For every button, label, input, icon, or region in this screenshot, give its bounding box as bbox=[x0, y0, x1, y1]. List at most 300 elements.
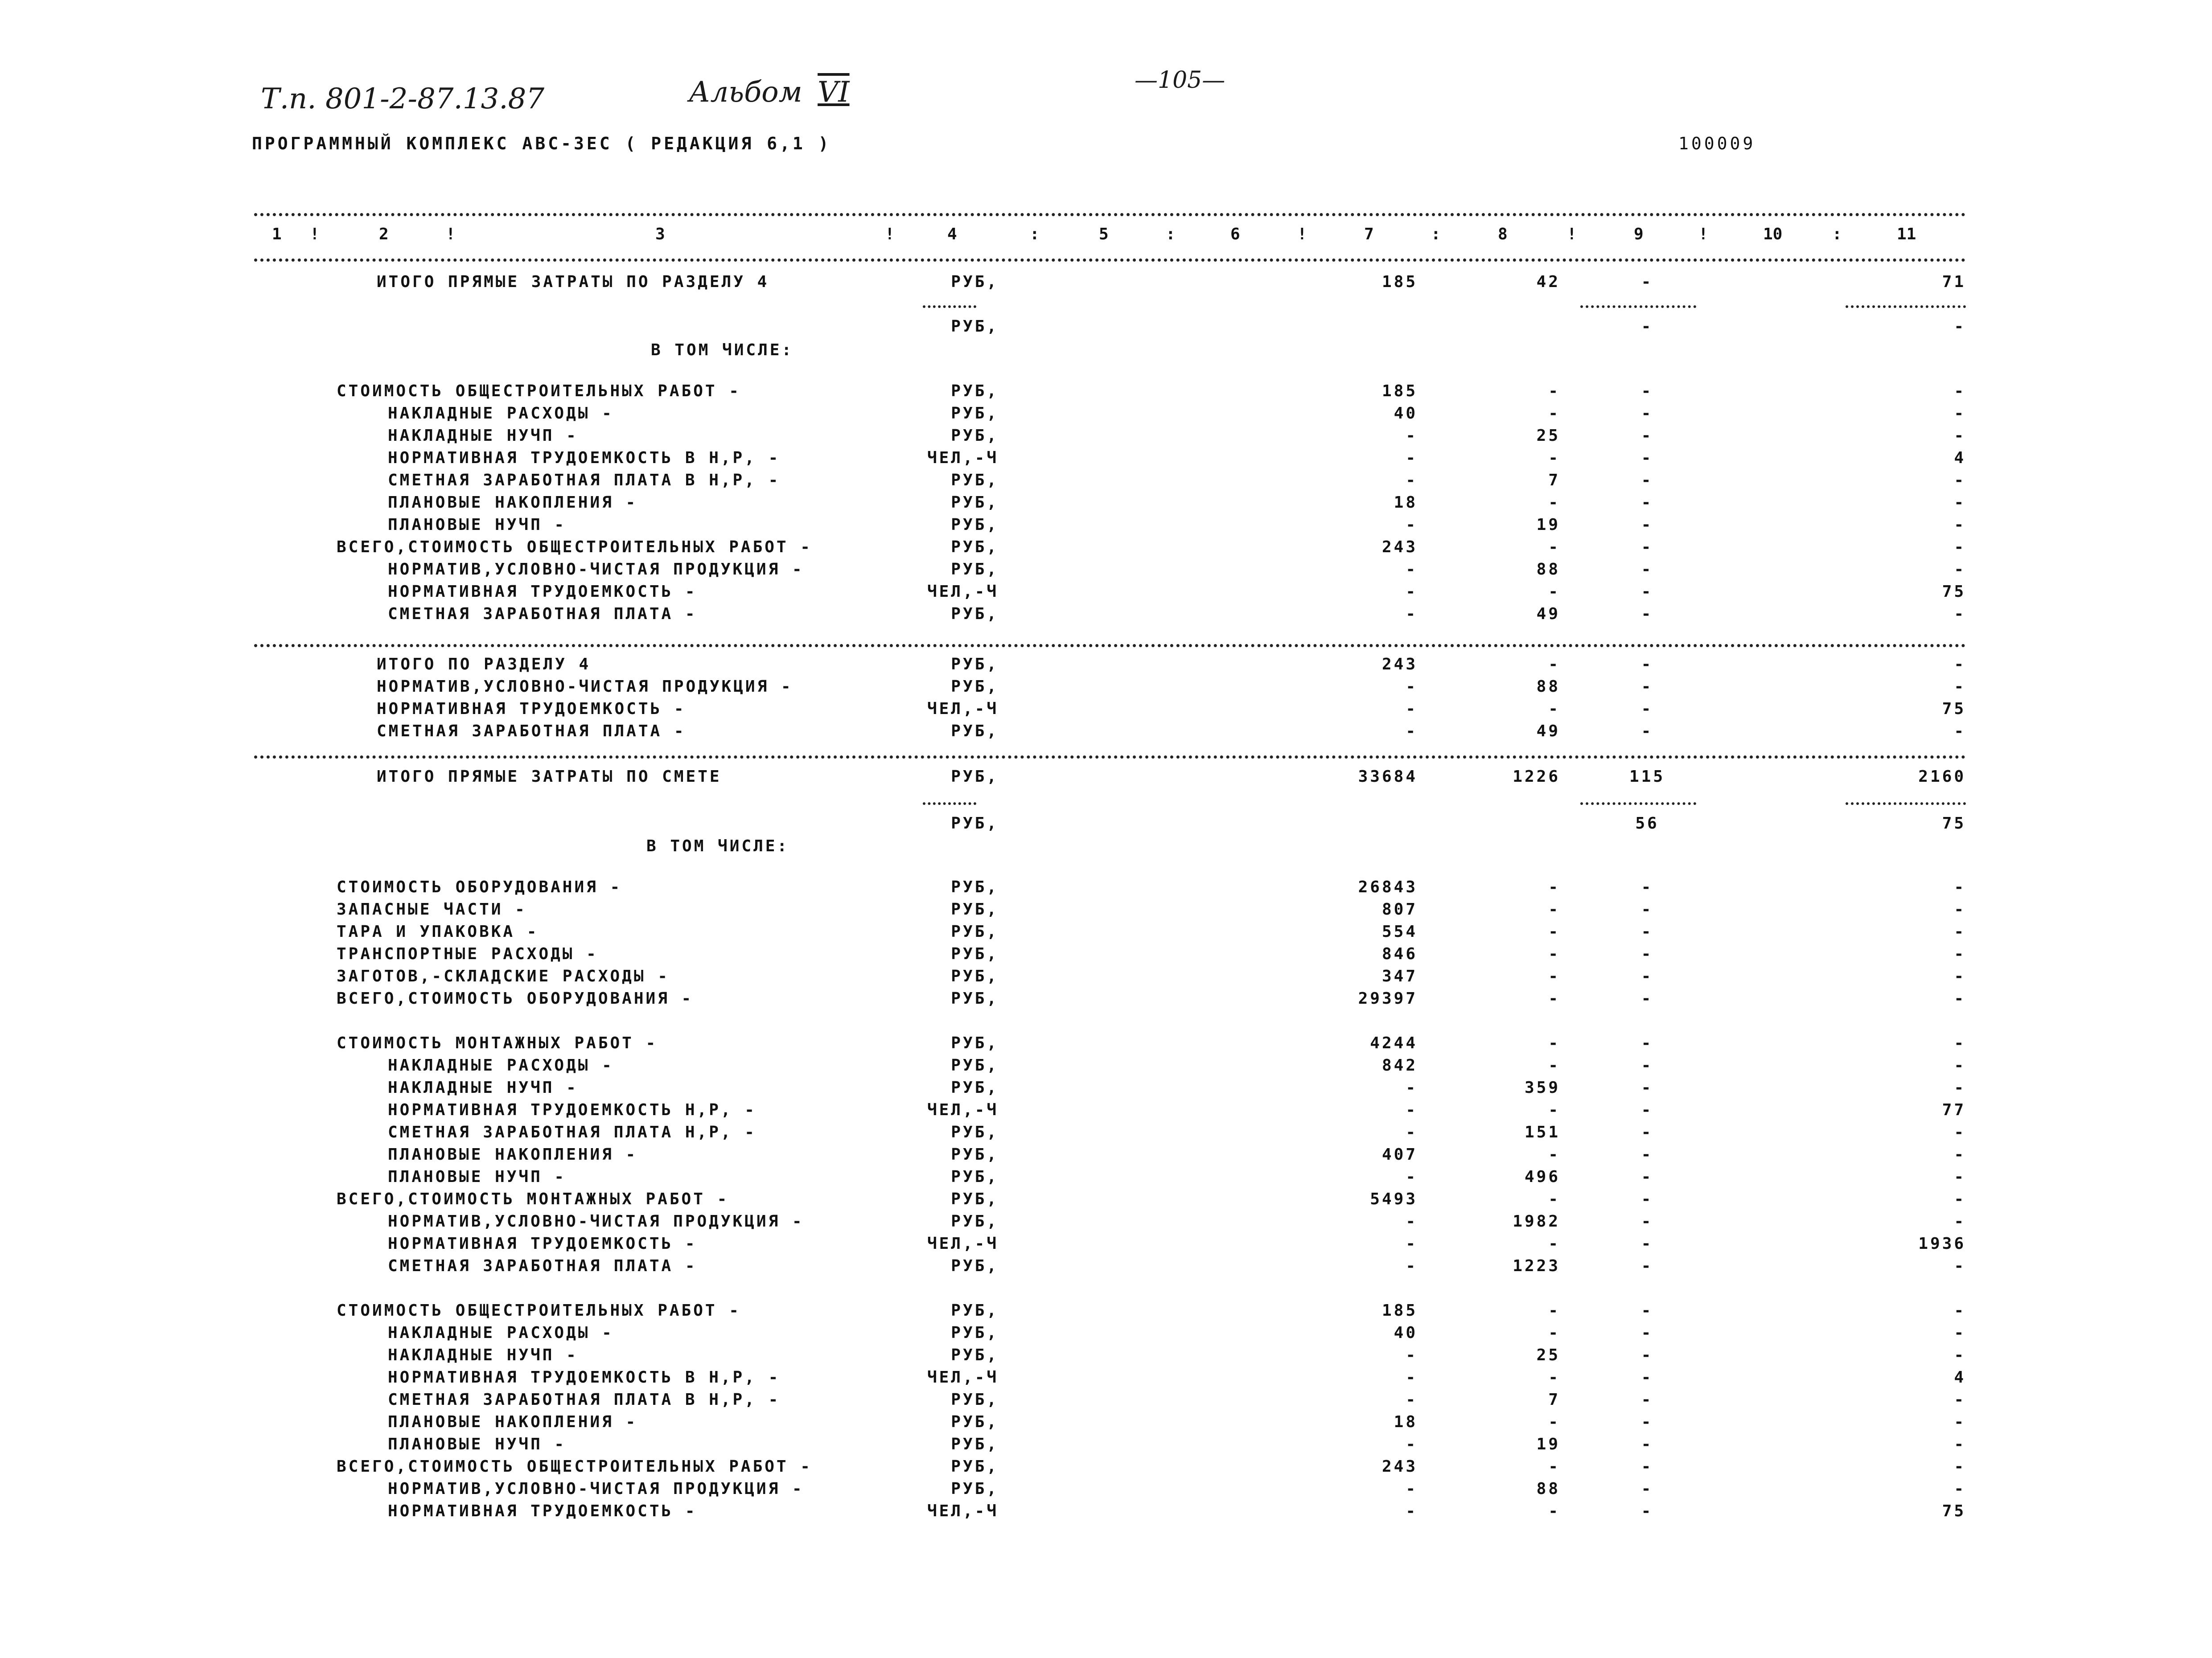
row-label: ВСЕГО,СТОИМОСТЬ ОБЩЕСТРОИТЕЛЬНЫХ РАБОТ - bbox=[337, 1457, 812, 1476]
row-label: НАКЛАДНЫЕ РАСХОДЫ - bbox=[388, 404, 614, 423]
col9-value: 56 bbox=[1635, 814, 1659, 833]
table-row bbox=[0, 1079, 2212, 1099]
row-label: НОРМАТИВ,УСЛОВНО-ЧИСТАЯ ПРОДУКЦИЯ - bbox=[377, 677, 793, 696]
col8-value: 151 bbox=[1524, 1123, 1560, 1141]
row-label: СМЕТНАЯ ЗАРАБОТНАЯ ПЛАТА В Н,Р, - bbox=[388, 471, 781, 489]
col9-value: - bbox=[1641, 1257, 1653, 1275]
col11-value: 75 bbox=[1942, 1502, 1966, 1520]
row-label: НАКЛАДНЫЕ РАСХОДЫ - bbox=[388, 1056, 614, 1075]
row-unit: РУБ, bbox=[951, 493, 999, 512]
col9-value: - bbox=[1641, 605, 1653, 623]
col11-value: - bbox=[1954, 1034, 1966, 1052]
row-unit: РУБ, bbox=[951, 1190, 999, 1208]
section-rule bbox=[254, 755, 1966, 759]
col11-value: - bbox=[1954, 1457, 1966, 1476]
table-row bbox=[0, 605, 2212, 625]
col9-value: - bbox=[1641, 1346, 1653, 1364]
row-unit: РУБ, bbox=[951, 878, 999, 896]
col-separator: : bbox=[1030, 225, 1040, 243]
row-unit: РУБ, bbox=[951, 560, 999, 579]
col7-value: 18 bbox=[1394, 1413, 1418, 1431]
col7-value: - bbox=[1406, 722, 1418, 740]
program-title: ПРОГРАММНЫЙ КОМПЛЕКС АВС-3ЕС ( РЕДАКЦИЯ 6,1 ) bbox=[252, 134, 831, 153]
col11-value: 4 bbox=[1954, 449, 1966, 467]
table-row bbox=[0, 583, 2212, 603]
col8-value: - bbox=[1548, 1413, 1560, 1431]
col-separator: ! bbox=[1698, 225, 1708, 243]
col8-value: 49 bbox=[1536, 722, 1560, 740]
col11-value: - bbox=[1954, 538, 1966, 556]
row-label: НОРМАТИВНАЯ ТРУДОЕМКОСТЬ - bbox=[377, 700, 686, 718]
table-row bbox=[0, 317, 2212, 338]
col7-value: - bbox=[1406, 1123, 1418, 1141]
col8-value: - bbox=[1548, 1502, 1560, 1520]
col11-value: 1936 bbox=[1918, 1235, 1966, 1253]
table-row bbox=[0, 341, 2212, 361]
col9-value: - bbox=[1641, 900, 1653, 919]
col7-value: 29397 bbox=[1358, 989, 1418, 1008]
header-top-rule bbox=[254, 213, 1966, 216]
table-row bbox=[0, 1235, 2212, 1255]
subtotal-underline bbox=[1580, 802, 1696, 805]
col9-value: - bbox=[1641, 722, 1653, 740]
row-unit: ЧЕЛ,-Ч bbox=[927, 449, 999, 467]
col7-value: 185 bbox=[1381, 273, 1418, 291]
col7-value: 185 bbox=[1381, 1301, 1418, 1320]
col-separator: ! bbox=[446, 225, 456, 243]
table-row bbox=[0, 900, 2212, 921]
row-label: ЗАГОТОВ,-СКЛАДСКИЕ РАСХОДЫ - bbox=[337, 967, 670, 985]
row-unit: ЧЕЛ,-Ч bbox=[927, 1502, 999, 1520]
col-separator: ! bbox=[1567, 225, 1577, 243]
row-label: В ТОМ ЧИСЛЕ: bbox=[646, 837, 789, 855]
row-unit: РУБ, bbox=[951, 1212, 999, 1231]
col11-value: - bbox=[1954, 878, 1966, 896]
col9-value: - bbox=[1641, 1368, 1653, 1387]
col7-value: - bbox=[1406, 560, 1418, 579]
col11-value: - bbox=[1954, 1056, 1966, 1075]
table-row bbox=[0, 1368, 2212, 1389]
col8-value: 25 bbox=[1536, 1346, 1560, 1364]
col8-value: - bbox=[1548, 945, 1560, 963]
table-row bbox=[0, 945, 2212, 965]
col8-value: - bbox=[1548, 1145, 1560, 1164]
col7-value: 26843 bbox=[1358, 878, 1418, 896]
row-unit: РУБ, bbox=[951, 923, 999, 941]
col11-value: - bbox=[1954, 722, 1966, 740]
row-label: ИТОГО ПРЯМЫЕ ЗАТРАТЫ ПО СМЕТЕ bbox=[377, 767, 722, 786]
col11-value: - bbox=[1954, 1413, 1966, 1431]
row-label: ИТОГО ПРЯМЫЕ ЗАТРАТЫ ПО РАЗДЕЛУ 4 bbox=[377, 273, 769, 291]
col7-value: 40 bbox=[1394, 404, 1418, 423]
row-label: ПЛАНОВЫЕ НУЧП - bbox=[388, 516, 567, 534]
col7-value: 243 bbox=[1381, 1457, 1418, 1476]
col9-value: - bbox=[1641, 1435, 1653, 1453]
col8-value: - bbox=[1548, 382, 1560, 400]
row-unit: ЧЕЛ,-Ч bbox=[927, 1368, 999, 1387]
col9-value: - bbox=[1641, 382, 1653, 400]
col11-value: - bbox=[1954, 923, 1966, 941]
col8-value: - bbox=[1548, 1324, 1560, 1342]
col7-value: 807 bbox=[1381, 900, 1418, 919]
col9-value: - bbox=[1641, 700, 1653, 718]
col9-value: - bbox=[1641, 1190, 1653, 1208]
col7-value: - bbox=[1406, 605, 1418, 623]
col8-value: 49 bbox=[1536, 605, 1560, 623]
col11-value: - bbox=[1954, 1435, 1966, 1453]
table-row bbox=[0, 1056, 2212, 1077]
tp-number: Т.п. 801-2-87.13.87 bbox=[261, 82, 545, 115]
col7-value: - bbox=[1406, 1079, 1418, 1097]
col7-value: - bbox=[1406, 449, 1418, 467]
col-header-8: 8 bbox=[1498, 225, 1508, 243]
table-row bbox=[0, 516, 2212, 536]
table-row bbox=[0, 722, 2212, 743]
row-label: НОРМАТИВ,УСЛОВНО-ЧИСТАЯ ПРОДУКЦИЯ - bbox=[388, 560, 804, 579]
col-header-10: 10 bbox=[1763, 225, 1783, 243]
col-separator: ! bbox=[885, 225, 895, 243]
col7-value: - bbox=[1406, 1435, 1418, 1453]
album-number: VI bbox=[818, 76, 850, 109]
row-unit: ЧЕЛ,-Ч bbox=[927, 583, 999, 601]
col7-value: - bbox=[1406, 1368, 1418, 1387]
row-label: НОРМАТИВ,УСЛОВНО-ЧИСТАЯ ПРОДУКЦИЯ - bbox=[388, 1480, 804, 1498]
row-unit: РУБ, bbox=[951, 989, 999, 1008]
row-label: НОРМАТИВНАЯ ТРУДОЕМКОСТЬ - bbox=[388, 1502, 697, 1520]
row-label: ЗАПАСНЫЕ ЧАСТИ - bbox=[337, 900, 527, 919]
col9-value: - bbox=[1641, 1301, 1653, 1320]
col7-value: 18 bbox=[1394, 493, 1418, 512]
row-unit: ЧЕЛ,-Ч bbox=[927, 1235, 999, 1253]
table-row bbox=[0, 382, 2212, 402]
row-label: НАКЛАДНЫЕ НУЧП - bbox=[388, 1346, 578, 1364]
row-unit: РУБ, bbox=[951, 382, 999, 400]
col-header-9: 9 bbox=[1634, 225, 1644, 243]
row-label: НОРМАТИВНАЯ ТРУДОЕМКОСТЬ Н,Р, - bbox=[388, 1101, 757, 1119]
col9-value: 115 bbox=[1629, 767, 1665, 786]
row-unit: ЧЕЛ,-Ч bbox=[927, 700, 999, 718]
col8-value: 88 bbox=[1536, 677, 1560, 696]
col11-value: 75 bbox=[1942, 814, 1966, 833]
row-label: НАКЛАДНЫЕ НУЧП - bbox=[388, 1079, 578, 1097]
col11-value: 75 bbox=[1942, 583, 1966, 601]
col11-value: - bbox=[1954, 404, 1966, 423]
col7-value: 347 bbox=[1381, 967, 1418, 985]
col9-value: - bbox=[1641, 1413, 1653, 1431]
table-row bbox=[0, 1435, 2212, 1456]
col7-value: 407 bbox=[1381, 1145, 1418, 1164]
col9-value: - bbox=[1641, 560, 1653, 579]
col8-value: - bbox=[1548, 989, 1560, 1008]
col11-value: 75 bbox=[1942, 700, 1966, 718]
row-label: НАКЛАДНЫЕ НУЧП - bbox=[388, 427, 578, 445]
table-row bbox=[0, 1457, 2212, 1478]
col8-value: 1223 bbox=[1513, 1257, 1560, 1275]
row-label: СМЕТНАЯ ЗАРАБОТНАЯ ПЛАТА - bbox=[388, 1257, 697, 1275]
subtotal-underline bbox=[1846, 802, 1966, 805]
table-row bbox=[0, 1502, 2212, 1523]
col11-value: - bbox=[1954, 655, 1966, 673]
col9-value: - bbox=[1641, 1101, 1653, 1119]
col9-value: - bbox=[1641, 967, 1653, 985]
table-row bbox=[0, 560, 2212, 581]
col7-value: 33684 bbox=[1358, 767, 1418, 786]
row-unit: РУБ, bbox=[951, 1168, 999, 1186]
col-separator: ! bbox=[1297, 225, 1307, 243]
col-header-4: 4 bbox=[947, 225, 957, 243]
table-row bbox=[0, 923, 2212, 943]
table-row bbox=[0, 1168, 2212, 1188]
table-row bbox=[0, 878, 2212, 899]
col7-value: 554 bbox=[1381, 923, 1418, 941]
col7-value: 842 bbox=[1381, 1056, 1418, 1075]
row-label: ПЛАНОВЫЕ НАКОПЛЕНИЯ - bbox=[388, 1145, 638, 1164]
col11-value: - bbox=[1954, 1168, 1966, 1186]
col11-value: 4 bbox=[1954, 1368, 1966, 1387]
col11-value: - bbox=[1954, 677, 1966, 696]
col7-value: 243 bbox=[1381, 655, 1418, 673]
col7-value: 846 bbox=[1381, 945, 1418, 963]
row-unit: РУБ, bbox=[951, 814, 999, 833]
row-unit: РУБ, bbox=[951, 945, 999, 963]
row-unit: РУБ, bbox=[951, 900, 999, 919]
album-label bbox=[689, 76, 850, 109]
col9-value: - bbox=[1641, 1123, 1653, 1141]
col8-value: - bbox=[1548, 1301, 1560, 1320]
col-separator: ! bbox=[310, 225, 320, 243]
col9-value: - bbox=[1641, 404, 1653, 423]
row-label: ИТОГО ПО РАЗДЕЛУ 4 bbox=[377, 655, 591, 673]
col7-value: - bbox=[1406, 1168, 1418, 1186]
col7-value: - bbox=[1406, 1391, 1418, 1409]
row-label: СТОИМОСТЬ МОНТАЖНЫХ РАБОТ - bbox=[337, 1034, 658, 1052]
row-unit: РУБ, bbox=[951, 1079, 999, 1097]
col8-value: - bbox=[1548, 1368, 1560, 1387]
row-label: ВСЕГО,СТОИМОСТЬ ОБЩЕСТРОИТЕЛЬНЫХ РАБОТ - bbox=[337, 538, 812, 556]
col9-value: - bbox=[1641, 1480, 1653, 1498]
col11-value: - bbox=[1954, 1480, 1966, 1498]
row-label: ПЛАНОВЫЕ НУЧП - bbox=[388, 1168, 567, 1186]
col7-value: 5493 bbox=[1370, 1190, 1418, 1208]
row-unit: РУБ, bbox=[951, 722, 999, 740]
col11-value: - bbox=[1954, 989, 1966, 1008]
col7-value: - bbox=[1406, 471, 1418, 489]
col9-value: - bbox=[1641, 1235, 1653, 1253]
col11-value: 71 bbox=[1942, 273, 1966, 291]
row-unit: РУБ, bbox=[951, 1257, 999, 1275]
col11-value: - bbox=[1954, 317, 1966, 336]
row-label: СМЕТНАЯ ЗАРАБОТНАЯ ПЛАТА В Н,Р, - bbox=[388, 1391, 781, 1409]
subtotal-underline bbox=[1580, 305, 1696, 308]
page-number: —105— bbox=[1135, 67, 1225, 94]
col7-value: - bbox=[1406, 516, 1418, 534]
row-unit: РУБ, bbox=[951, 767, 999, 786]
table-row bbox=[0, 449, 2212, 469]
row-unit: РУБ, bbox=[951, 1034, 999, 1052]
table-row bbox=[0, 677, 2212, 698]
col8-value: - bbox=[1548, 404, 1560, 423]
col9-value: - bbox=[1641, 1034, 1653, 1052]
col8-value: - bbox=[1548, 538, 1560, 556]
row-unit: РУБ, bbox=[951, 605, 999, 623]
row-unit: РУБ, bbox=[951, 1324, 999, 1342]
col8-value: 1982 bbox=[1513, 1212, 1560, 1231]
table-row bbox=[0, 1301, 2212, 1322]
table-row bbox=[0, 655, 2212, 676]
row-unit: РУБ, bbox=[951, 967, 999, 985]
col-separator: : bbox=[1166, 225, 1176, 243]
col9-value: - bbox=[1641, 1457, 1653, 1476]
row-label: ПЛАНОВЫЕ НАКОПЛЕНИЯ - bbox=[388, 493, 638, 512]
col8-value: - bbox=[1548, 1034, 1560, 1052]
table-row bbox=[0, 1413, 2212, 1433]
row-unit: РУБ, bbox=[951, 427, 999, 445]
col-header-2: 2 bbox=[379, 225, 389, 243]
table-row bbox=[0, 1324, 2212, 1344]
table-row bbox=[0, 1123, 2212, 1144]
col8-value: - bbox=[1548, 1190, 1560, 1208]
col7-value: - bbox=[1406, 583, 1418, 601]
col9-value: - bbox=[1641, 427, 1653, 445]
col11-value: - bbox=[1954, 516, 1966, 534]
col7-value: - bbox=[1406, 1235, 1418, 1253]
table-row bbox=[0, 1101, 2212, 1121]
table-row bbox=[0, 471, 2212, 492]
row-label: ТАРА И УПАКОВКА - bbox=[337, 923, 539, 941]
col9-value: - bbox=[1641, 878, 1653, 896]
col9-value: - bbox=[1641, 273, 1653, 291]
col9-value: - bbox=[1641, 1079, 1653, 1097]
row-unit: РУБ, bbox=[951, 1346, 999, 1364]
col11-value: - bbox=[1954, 1346, 1966, 1364]
col7-value: - bbox=[1406, 1502, 1418, 1520]
col9-value: - bbox=[1641, 471, 1653, 489]
row-label: СТОИМОСТЬ ОБОРУДОВАНИЯ - bbox=[337, 878, 622, 896]
col11-value: 2160 bbox=[1918, 767, 1966, 786]
table-row bbox=[0, 1391, 2212, 1411]
col9-value: - bbox=[1641, 1056, 1653, 1075]
col9-value: - bbox=[1641, 583, 1653, 601]
col-separator: : bbox=[1431, 225, 1441, 243]
table-row bbox=[0, 404, 2212, 425]
col8-value: - bbox=[1548, 923, 1560, 941]
col7-value: - bbox=[1406, 1346, 1418, 1364]
row-unit: РУБ, bbox=[951, 1480, 999, 1498]
row-unit: РУБ, bbox=[951, 1457, 999, 1476]
table-row bbox=[0, 538, 2212, 558]
table-row bbox=[0, 1190, 2212, 1211]
row-unit: РУБ, bbox=[951, 516, 999, 534]
col8-value: - bbox=[1548, 1056, 1560, 1075]
col9-value: - bbox=[1641, 1502, 1653, 1520]
table-row bbox=[0, 273, 2212, 293]
col9-value: - bbox=[1641, 1212, 1653, 1231]
col8-value: - bbox=[1548, 493, 1560, 512]
col8-value: 7 bbox=[1548, 471, 1560, 489]
table-row bbox=[0, 837, 2212, 858]
col8-value: - bbox=[1548, 1235, 1560, 1253]
header-bottom-rule bbox=[254, 259, 1966, 262]
col8-value: - bbox=[1548, 1457, 1560, 1476]
col-header-6: 6 bbox=[1230, 225, 1240, 243]
row-label: ТРАНСПОРТНЫЕ РАСХОДЫ - bbox=[337, 945, 598, 963]
row-unit: РУБ, bbox=[951, 1413, 999, 1431]
col8-value: - bbox=[1548, 449, 1560, 467]
row-label: ПЛАНОВЫЕ НАКОПЛЕНИЯ - bbox=[388, 1413, 638, 1431]
col8-value: - bbox=[1548, 900, 1560, 919]
row-unit: РУБ, bbox=[951, 1391, 999, 1409]
row-unit: РУБ, bbox=[951, 1435, 999, 1453]
col11-value: - bbox=[1954, 1257, 1966, 1275]
col9-value: - bbox=[1641, 923, 1653, 941]
col8-value: 88 bbox=[1536, 1480, 1560, 1498]
row-unit: РУБ, bbox=[951, 538, 999, 556]
col8-value: 359 bbox=[1524, 1079, 1560, 1097]
table-row bbox=[0, 1346, 2212, 1367]
col9-value: - bbox=[1641, 1168, 1653, 1186]
col8-value: 25 bbox=[1536, 427, 1560, 445]
row-label: ВСЕГО,СТОИМОСТЬ МОНТАЖНЫХ РАБОТ - bbox=[337, 1190, 729, 1208]
row-label: СТОИМОСТЬ ОБЩЕСТРОИТЕЛЬНЫХ РАБОТ - bbox=[337, 382, 741, 400]
table-row bbox=[0, 427, 2212, 447]
col7-value: 185 bbox=[1381, 382, 1418, 400]
col11-value: - bbox=[1954, 900, 1966, 919]
col9-value: - bbox=[1641, 1324, 1653, 1342]
table-row bbox=[0, 1212, 2212, 1233]
col11-value: - bbox=[1954, 1079, 1966, 1097]
col9-value: - bbox=[1641, 317, 1653, 336]
col8-value: - bbox=[1548, 1101, 1560, 1119]
row-unit: РУБ, bbox=[951, 677, 999, 696]
col8-value: - bbox=[1548, 967, 1560, 985]
table-row bbox=[0, 1034, 2212, 1055]
col-header-5: 5 bbox=[1099, 225, 1109, 243]
row-label: НОРМАТИВНАЯ ТРУДОЕМКОСТЬ В Н,Р, - bbox=[388, 449, 781, 467]
col11-value: - bbox=[1954, 471, 1966, 489]
row-unit: РУБ, bbox=[951, 1301, 999, 1320]
album-word: Альбом bbox=[689, 76, 802, 109]
col11-value: - bbox=[1954, 560, 1966, 579]
row-label: НОРМАТИВНАЯ ТРУДОЕМКОСТЬ - bbox=[388, 1235, 697, 1253]
row-label: СМЕТНАЯ ЗАРАБОТНАЯ ПЛАТА - bbox=[377, 722, 686, 740]
row-label: НОРМАТИВ,УСЛОВНО-ЧИСТАЯ ПРОДУКЦИЯ - bbox=[388, 1212, 804, 1231]
table-row bbox=[0, 1145, 2212, 1166]
col11-value: - bbox=[1954, 945, 1966, 963]
col7-value: 4244 bbox=[1370, 1034, 1418, 1052]
row-label: НОРМАТИВНАЯ ТРУДОЕМКОСТЬ В Н,Р, - bbox=[388, 1368, 781, 1387]
table-row bbox=[0, 1480, 2212, 1500]
col11-value: - bbox=[1954, 605, 1966, 623]
row-unit: РУБ, bbox=[951, 655, 999, 673]
col11-value: 77 bbox=[1942, 1101, 1966, 1119]
row-label: НАКЛАДНЫЕ РАСХОДЫ - bbox=[388, 1324, 614, 1342]
col11-value: - bbox=[1954, 382, 1966, 400]
col8-value: 7 bbox=[1548, 1391, 1560, 1409]
col9-value: - bbox=[1641, 449, 1653, 467]
document-code: 100009 bbox=[1678, 134, 1756, 153]
table-row bbox=[0, 989, 2212, 1010]
col8-value: 1226 bbox=[1513, 767, 1560, 786]
table-row bbox=[0, 1257, 2212, 1277]
col8-value: 19 bbox=[1536, 1435, 1560, 1453]
row-unit: РУБ, bbox=[951, 404, 999, 423]
row-label: СМЕТНАЯ ЗАРАБОТНАЯ ПЛАТА Н,Р, - bbox=[388, 1123, 757, 1141]
col11-value: - bbox=[1954, 1190, 1966, 1208]
col-header-1: 1 bbox=[272, 225, 282, 243]
col9-value: - bbox=[1641, 493, 1653, 512]
col11-value: - bbox=[1954, 1391, 1966, 1409]
row-unit: РУБ, bbox=[951, 317, 999, 336]
